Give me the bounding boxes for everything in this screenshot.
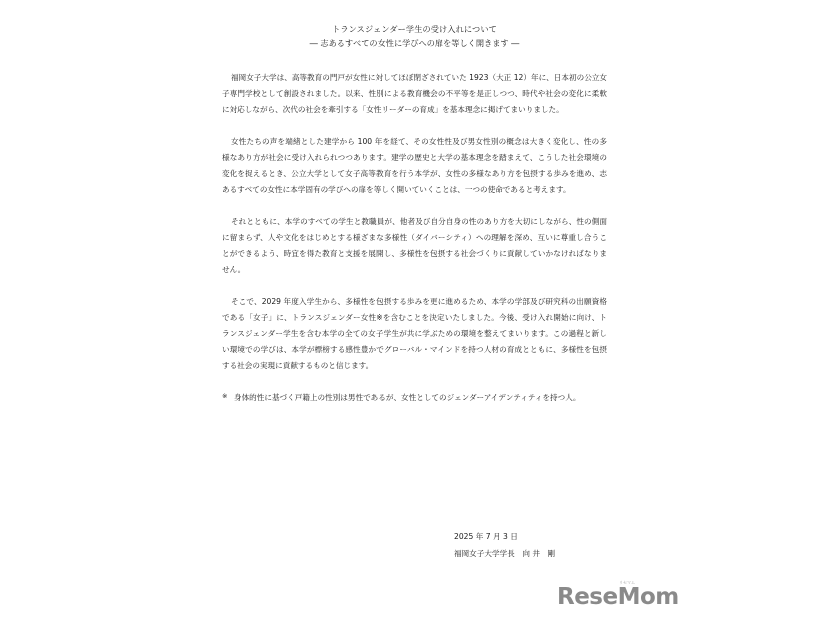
- paragraph-4: そこで、2029 年度入学生から、多様性を包摂する歩みを更に進めるため、本学の学部及び研究科の出願資格である「女子」に、トランスジェンダー女性※を含むことを決定いたしました。今後、受け入れ開始に向け、トランスジェンダー学生を含む本学の全ての女子学生が共に学ぶための環境を整えてまいります。この過程と新しい環境での学びは、本学が標榜する感性豊かでグローバル・マインドを持つ人材の育成とともに、多様性を包摂する社会の実現に貢献するものと信じます。: [222, 297, 607, 370]
- paragraph-3: それとともに、本学のすべての学生と教職員が、他者及び自分自身の性のあり方を大切にしながら、性の側面に留まらず、人や文化をはじめとする様ざまな多様性（ダイバーシティ）への理解を深め、互いに尊重し合うことができるよう、時宜を得た教育と支援を展開し、多様性を包摂する社会づくりに貢献していかなければなりません。: [222, 217, 607, 274]
- logo-ruby: リセマム: [619, 580, 635, 585]
- resemom-logo: [557, 580, 679, 611]
- footnote-text: 身体的性に基づく戸籍上の性別は男性であるが、女性としてのジェンダーアイデンティティを持つ人。: [234, 393, 581, 402]
- signature: 福岡女子大学学長 向 井 剛: [454, 549, 556, 558]
- document: [222, 22, 607, 406]
- paragraph-2: 女性たちの声を端緒とした建学から 100 年を経て、その女性性及び男女性別の概念は大きく変化し、性の多様なあり方が社会に受け入れられつつあります。建学の歴史と大学の基本理念を踏まえて、こうした社会環境の変化を捉えるとき、公立大学として女子高等教育を行う本学が、女性の多様なあり方を包摂する歩みを進め、志あるすべての女性に本学固有の学びへの扉を等しく開いていくことは、一つの使命であると考えます。: [222, 137, 607, 194]
- logo-text: ReseMom: [557, 584, 679, 610]
- paragraph-1: 福岡女子大学は、高等教育の門戸が女性に対してほぼ閉ざされていた 1923（大正 12）年に、日本初の公立女子専門学校として創設されました。以来、性別による教育機会の不平等を是正しつつ、時代や社会の変化に柔軟に対応しながら、次代の社会を牽引する「女性リーダーの育成」を基本理念に掲げてまいりました。: [222, 73, 607, 114]
- document-date: 2025 年 7 月 3 日: [454, 532, 518, 541]
- document-subtitle: ― 志あるすべての女性に学びへの扉を等しく開きます ―: [309, 38, 520, 48]
- footnote: [222, 390, 607, 406]
- signature-block: [454, 528, 555, 562]
- footnote-mark: ※: [222, 392, 228, 400]
- document-title: トランスジェンダー学生の受け入れについて: [332, 24, 497, 34]
